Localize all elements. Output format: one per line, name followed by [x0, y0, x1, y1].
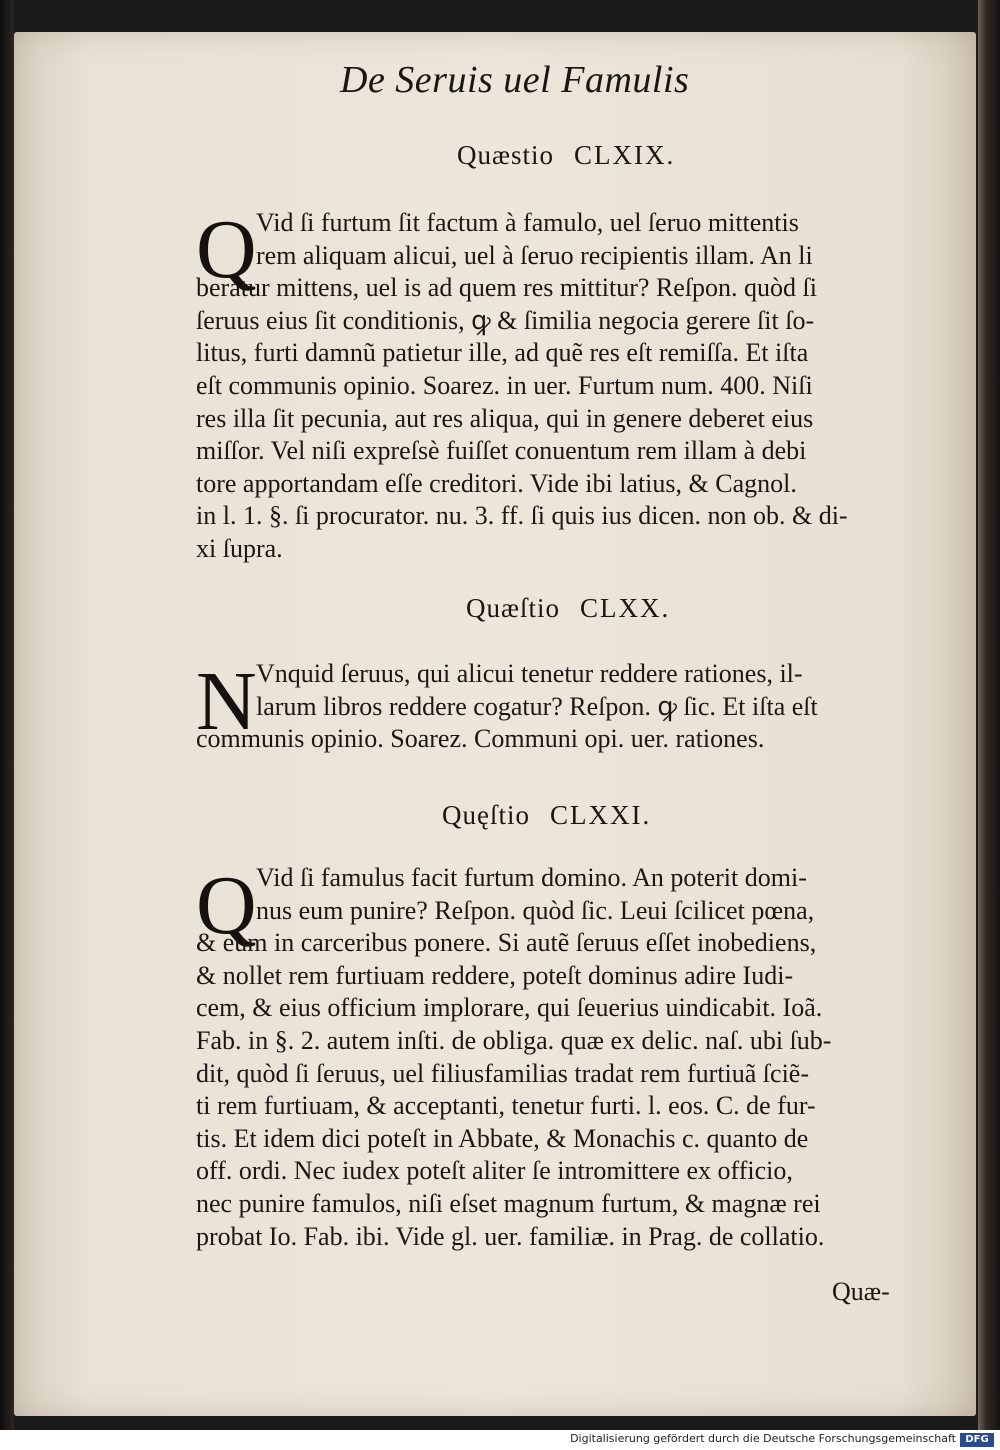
- text-line: cem, & eius officium implorare, qui ſeuerius uindicabit. Ioã.: [196, 993, 823, 1023]
- question-heading-1: [457, 140, 857, 171]
- text-line: res illa ſit pecunia, aut res aliqua, qui in genere deberet eius: [196, 403, 814, 433]
- text-line: rem aliquam alicui, uel à ſeruo recipientis illam. An li: [256, 240, 813, 270]
- text-line: ſeruus eius ſit conditionis, ꝙ & ſimilia negocia gerere ſit ſo-: [196, 305, 815, 335]
- text-line: Fab. in §. 2. autem inſti. de obliga. quæ ex delic. naſ. ubi ſub-: [196, 1025, 832, 1055]
- question-number: CLXX.: [580, 593, 671, 623]
- question-text-1: [196, 203, 936, 566]
- book-edge-left: [0, 0, 14, 1430]
- text-line: ti rem furtiuam, & acceptanti, tenetur furti. l. eos. C. de fur-: [196, 1091, 816, 1121]
- question-text-2: [196, 655, 936, 756]
- dfg-logo: DFG: [960, 1433, 994, 1447]
- text-line: Vnquid ſeruus, qui alicui tenetur reddere rationes, il-: [256, 659, 803, 688]
- text-line: nec punire famulos, niſi eſset magnum furtum, & magnæ rei: [196, 1188, 821, 1218]
- text-line: dit, quòd ſi ſeruus, uel filiusfamilias tradat rem furtiuã ſciẽ-: [196, 1058, 809, 1088]
- text-line: tore apportandam eſſe creditori. Vide ibi latius, & Cagnol.: [196, 468, 797, 498]
- question-heading-2: [466, 593, 866, 624]
- question-number: CLXIX.: [574, 140, 676, 170]
- text-line: & eum in carceribus ponere. Si autẽ ſeruus eſſet inobediens,: [196, 928, 817, 958]
- catchword: Quæ-: [832, 1277, 890, 1306]
- question-number: CLXXI.: [550, 800, 652, 830]
- question-text-3: [196, 859, 936, 1253]
- drop-cap: Q: [196, 859, 257, 952]
- text-line: in l. 1. §. ſi procurator. nu. 3. ff. ſi quis ius dicen. non ob. & di-: [196, 501, 848, 531]
- book-edge-right: [978, 0, 1000, 1430]
- question-heading-word: Quęſtio: [442, 800, 530, 830]
- text-line: Vid ſi furtum ſit factum à famulo, uel ſeruo mittentis: [256, 208, 799, 237]
- question-heading-word: Quæstio: [457, 140, 555, 170]
- question-heading-word: Quæſtio: [466, 593, 561, 623]
- text-line: Vid ſi famulus facit furtum domino. An poterit domi-: [256, 863, 807, 892]
- drop-cap: N: [196, 655, 257, 748]
- drop-cap: Q: [196, 203, 257, 296]
- text-line: miſſor. Vel niſi expreſsè fuiſſet conuentum rem illam à debi: [196, 436, 807, 466]
- question-heading-3: [442, 800, 842, 831]
- running-head: De Seruis uel Famulis: [340, 59, 690, 101]
- text-line: xi ſupra.: [196, 533, 283, 563]
- text-line: nus eum punire? Reſpon. quòd ſic. Leui ſcilicet pœna,: [256, 895, 815, 925]
- digitization-credit: Digitalisierung gefördert durch die Deutsche Forschungsgemeinschaft: [570, 1432, 956, 1445]
- text-line: beratur mittens, uel is ad quem res mittitur? Reſpon. quòd ſi: [196, 273, 817, 303]
- text-line: larum libros reddere cogatur? Reſpon. ꝙ ſic. Et iſta eſt: [256, 691, 818, 721]
- text-line: off. ordi. Nec iudex poteſt aliter ſe intromittere ex officio,: [196, 1156, 793, 1186]
- text-line: communis opinio. Soarez. Communi opi. uer. rationes.: [196, 724, 765, 754]
- text-line: & nollet rem furtiuam reddere, poteſt dominus adire Iudi-: [196, 960, 794, 990]
- text-line: tis. Et idem dici poteſt in Abbate, & Monachis c. quanto de: [196, 1123, 809, 1153]
- text-line: litus, furti damnũ patietur ille, ad quẽ res eſt remiſſa. Et iſta: [196, 338, 809, 368]
- text-line: probat Io. Fab. ibi. Vide gl. uer. familiæ. in Prag. de collatio.: [196, 1221, 825, 1251]
- text-line: eſt communis opinio. Soarez. in uer. Furtum num. 400. Niſi: [196, 370, 813, 400]
